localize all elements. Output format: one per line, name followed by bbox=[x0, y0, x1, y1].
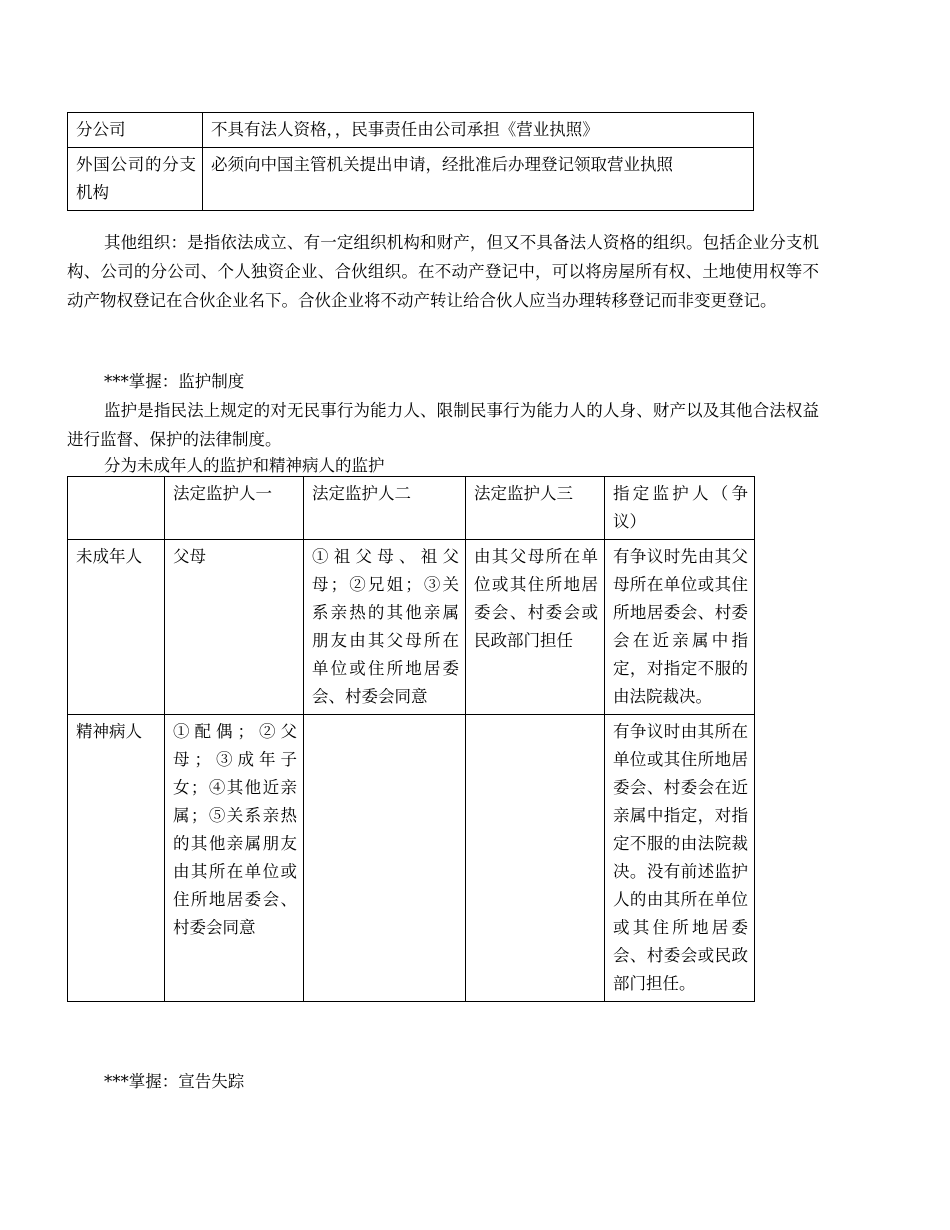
table-cell: 有争议时先由其父母所在单位或其住所地居委会、村委会在近亲属中指定，对指定不服的由法院裁决。 bbox=[605, 540, 755, 715]
table-row bbox=[68, 715, 755, 1002]
guardianship-split-text: 分为未成年人的监护和精神病人的监护 bbox=[104, 456, 385, 475]
table-row bbox=[68, 540, 755, 715]
table-cell bbox=[466, 715, 605, 1002]
table-cell: 必须向中国主管机关提出申请，经批准后办理登记领取营业执照 bbox=[203, 148, 754, 211]
table-header-cell: 法定监护人三 bbox=[466, 477, 605, 540]
table-cell: 外国公司的分支机构 bbox=[68, 148, 203, 211]
table-cell: 未成年人 bbox=[68, 540, 165, 715]
branch-table bbox=[67, 112, 754, 211]
table-cell: 分公司 bbox=[68, 113, 203, 148]
guardianship-table bbox=[67, 476, 755, 1002]
table-cell bbox=[304, 715, 466, 1002]
table-header-cell: 法定监护人二 bbox=[304, 477, 466, 540]
table-cell: 精神病人 bbox=[68, 715, 165, 1002]
other-organization-paragraph: 其他组织：是指依法成立、有一定组织机构和财产，但又不具备法人资格的组织。包括企业分支机构、公司的分公司、个人独资企业、合伙组织。在不动产登记中，可以将房屋所有权、土地使用权等不动产物权登记在合伙企业名下。合伙企业将不动产转让给合伙人应当办理转移登记而非变更登记。 bbox=[67, 233, 819, 310]
table-cell: 不具有法人资格，，民事责任由公司承担《营业执照》 bbox=[203, 113, 754, 148]
table-cell: ①配偶；②父母；③成年子女；④其他近亲属；⑤关系亲热的其他亲属朋友由其所在单位或住所地居委会、村委会同意 bbox=[165, 715, 304, 1002]
table-header-cell bbox=[68, 477, 165, 540]
table-cell: ①祖父母、祖父母；②兄姐；③关系亲热的其他亲属朋友由其父母所在单位或住所地居委会、村委会同意 bbox=[304, 540, 466, 715]
table-cell: 有争议时由其所在单位或其住所地居委会、村委会在近亲属中指定，对指定不服的由法院裁决。没有前述监护人的由其所在单位或其住所地居委会、村委会或民政部门担任。 bbox=[605, 715, 755, 1002]
section-heading-missing: ***掌握：宣告失踪 bbox=[104, 1072, 245, 1091]
guardianship-definition: 监护是指民法上规定的对无民事行为能力人、限制民事行为能力人的人身、财产以及其他合法权益进行监督、保护的法律制度。 bbox=[67, 401, 819, 449]
table-cell: 由其父母所在单位或其住所地居委会、村委会或民政部门担任 bbox=[466, 540, 605, 715]
table-cell: 父母 bbox=[165, 540, 304, 715]
table-header-cell: 指定监护人（争议） bbox=[605, 477, 755, 540]
section-heading-guardianship: ***掌握：监护制度 bbox=[104, 372, 245, 391]
table-row bbox=[68, 113, 754, 148]
table-row bbox=[68, 148, 754, 211]
table-header-cell: 法定监护人一 bbox=[165, 477, 304, 540]
table-header-row bbox=[68, 477, 755, 540]
